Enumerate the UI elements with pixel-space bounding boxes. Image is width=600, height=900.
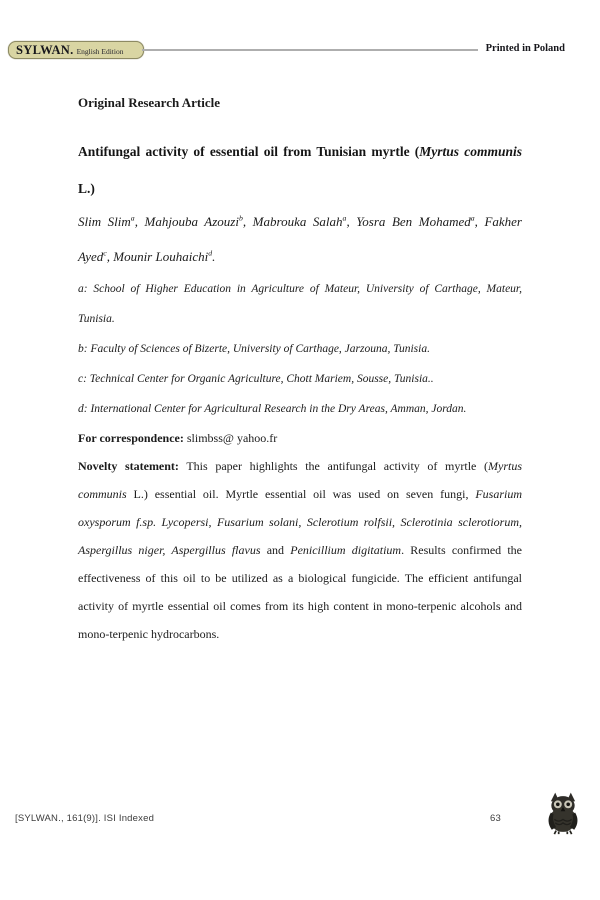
affiliation-d: d: International Center for Agricultural Research in the Dry Areas, Amman, Jordan. [78,403,467,415]
article-type-label: Original Research Article [78,95,221,110]
affiliation-b: b: Faculty of Sciences of Bizerte, University of Carthage, Jarzouna, Tunisia. [78,343,430,355]
article-title: Antifungal activity of essential oil from Tunisian myrtle (Myrtus communis L.) [78,144,522,196]
printed-in-label: Printed in Poland [485,43,565,54]
page-number: 63 [490,813,501,824]
journal-header [0,40,600,62]
article-content [78,95,522,648]
novelty-statement: Novelty statement: This paper highlights the antifungal activity of myrtle (Myrtus communis L.) essential oil. Myrtle essential oil was used on seven fungi, Fusarium oxysporum f.sp. Lycopersi, Fusarium solani, Sclerotium rolfsii, Sclerotinia sclerotiorum, Aspergillus niger, Aspergillus flavus and Penicillium digitatium. Results confirmed the effectiveness of this oil to be utilized as a biological fungicide. The efficient antifungal activity of myrtle essential oil comes from its high content in mono-terpenic alcohols and mono-terpenic hydrocarbons. [78,459,523,641]
author-list: Slim Slim$^a$, Mahjouba Azouzi$^b$, Mabrouka Salah$^a$, Yosra Ben Mohamed$^a$, Fakher Ayed$^c$, Mounir Louhaichi$^d$. [78,213,522,264]
journal-name: SYLWAN. [16,42,74,57]
owl-logo-icon [544,790,582,835]
correspondence-line: For correspondence: slimbss@ yahoo.fr [78,431,278,445]
header-rule [142,49,478,51]
journal-edition-label: English Edition [76,46,124,56]
footer-citation: [SYLWAN., 161(9)]. ISI Indexed [15,813,155,824]
affiliation-a: a: School of Higher Education in Agriculture of Mateur, University of Carthage, Mateur, Tunisia. [78,283,522,325]
journal-logo-box [8,41,144,59]
affiliation-c: c: Technical Center for Organic Agriculture, Chott Mariem, Sousse, Tunisia.. [78,373,434,385]
